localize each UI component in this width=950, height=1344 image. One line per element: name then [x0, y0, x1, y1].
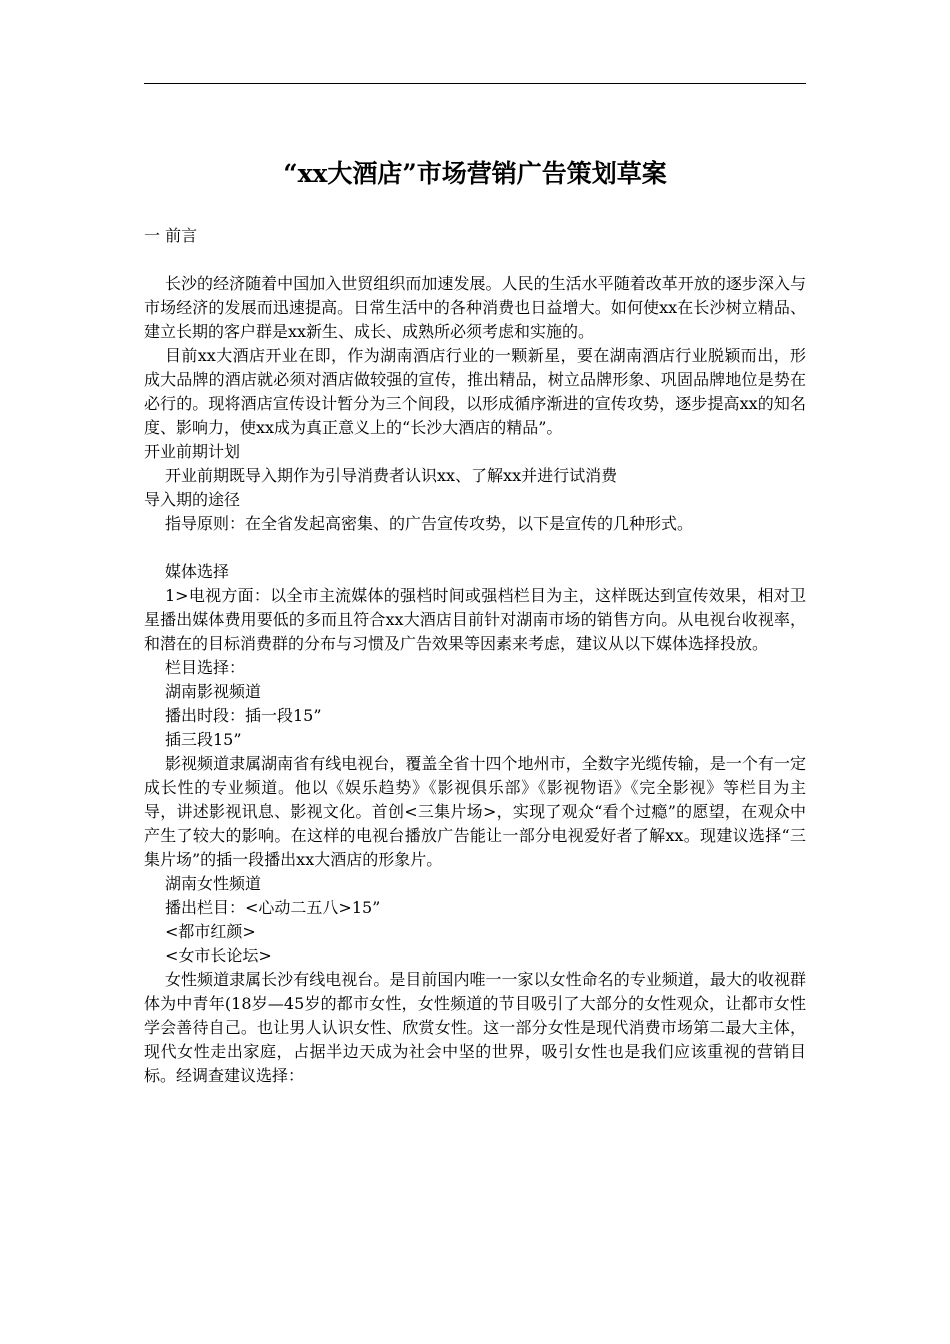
- intro-paragraph-1: 长沙的经济随着中国加入世贸组织而加速发展。人民的生活水平随着改革开放的逐步深入与市场经济的发展而迅速提高。日常生活中的各种消费也日益增大。如何使xx在长沙树立精品、建立长期的客户群是xx新生、成长、成熟所必须考虑和实施的。: [144, 274, 806, 341]
- channel-1-name: 湖南影视频道: [165, 682, 262, 701]
- channel-2-name: 湖南女性频道: [165, 874, 262, 893]
- guiding-principle: 指导原则：在全省发起高密集、的广告宣传攻势，以下是宣传的几种形式。: [165, 514, 694, 533]
- document-title: “xx大酒店”市场营销广告策划草案: [283, 159, 667, 188]
- channel-2-program-3: <女市长论坛>: [165, 946, 272, 965]
- header-rule: [144, 83, 806, 84]
- channel-1-description: 影视频道隶属湖南省有线电视台，覆盖全省十四个地州市，全数字光缆传输，是一个有一定成长性的专业频道。他以《娱乐趋势》《影视俱乐部》《影视物语》《完全影视》等栏目为主导，讲述影视讯息、影视文化。首创<三集片场>，实现了观众“看个过瘾”的愿望，在观众中产生了较大的影响。在这样的电视台播放广告能让一部分电视爱好者了解xx。现建议选择“三集片场”的插一段播出xx大酒店的形象片。: [144, 754, 806, 869]
- pre-opening-text: 开业前期既导入期作为引导消费者认识xx、了解xx并进行试消费: [165, 466, 618, 485]
- channel-1-slot-1: 播出时段：插一段15”: [165, 706, 322, 725]
- section-heading: 一 前言: [144, 226, 198, 245]
- channel-1-slot-2: 插三段15”: [165, 730, 242, 749]
- document-body: [144, 224, 806, 1088]
- spacer: [144, 536, 806, 560]
- channel-2-program-1: 播出栏目：<心动二五八>15”: [165, 898, 381, 917]
- intro-path-heading: 导入期的途径: [144, 490, 241, 509]
- tv-paragraph: 1>电视方面：以全市主流媒体的强档时间或强档栏目为主，这样既达到宣传效果，相对卫星播出媒体费用要低的多而且符合xx大酒店目前针对湖南市场的销售方向。从电视台收视率，和潜在的目标消费群的分布与习惯及广告效果等因素来考虑，建议从以下媒体选择投放。: [144, 586, 806, 653]
- intro-paragraph-2: 目前xx大酒店开业在即，作为湖南酒店行业的一颗新星，要在湖南酒店行业脱颖而出，形成大品牌的酒店就必须对酒店做较强的宣传，推出精品，树立品牌形象、巩固品牌地位是势在必行的。现将酒店宣传设计暂分为三个间段，以形成循序渐进的宣传攻势，逐步提高xx的知名度、影响力，使xx成为真正意义上的“长沙大酒店的精品”。: [144, 346, 806, 437]
- program-selection-label: 栏目选择：: [165, 658, 246, 677]
- media-selection-heading: 媒体选择: [165, 562, 230, 581]
- channel-2-program-2: <都市红颜>: [165, 922, 256, 941]
- spacer: [144, 248, 806, 272]
- pre-opening-heading: 开业前期计划: [144, 442, 241, 461]
- channel-2-description: 女性频道隶属长沙有线电视台。是目前国内唯一一家以女性命名的专业频道，最大的收视群体为中青年(18岁—45岁的都市女性，女性频道的节目吸引了大部分的女性观众，让都市女性学会善待自己。也让男人认识女性、欣赏女性。这一部分女性是现代消费市场第二最大主体，现代女性走出家庭，占据半边天成为社会中坚的世界，吸引女性也是我们应该重视的营销目标。经调查建议选择：: [144, 970, 806, 1085]
